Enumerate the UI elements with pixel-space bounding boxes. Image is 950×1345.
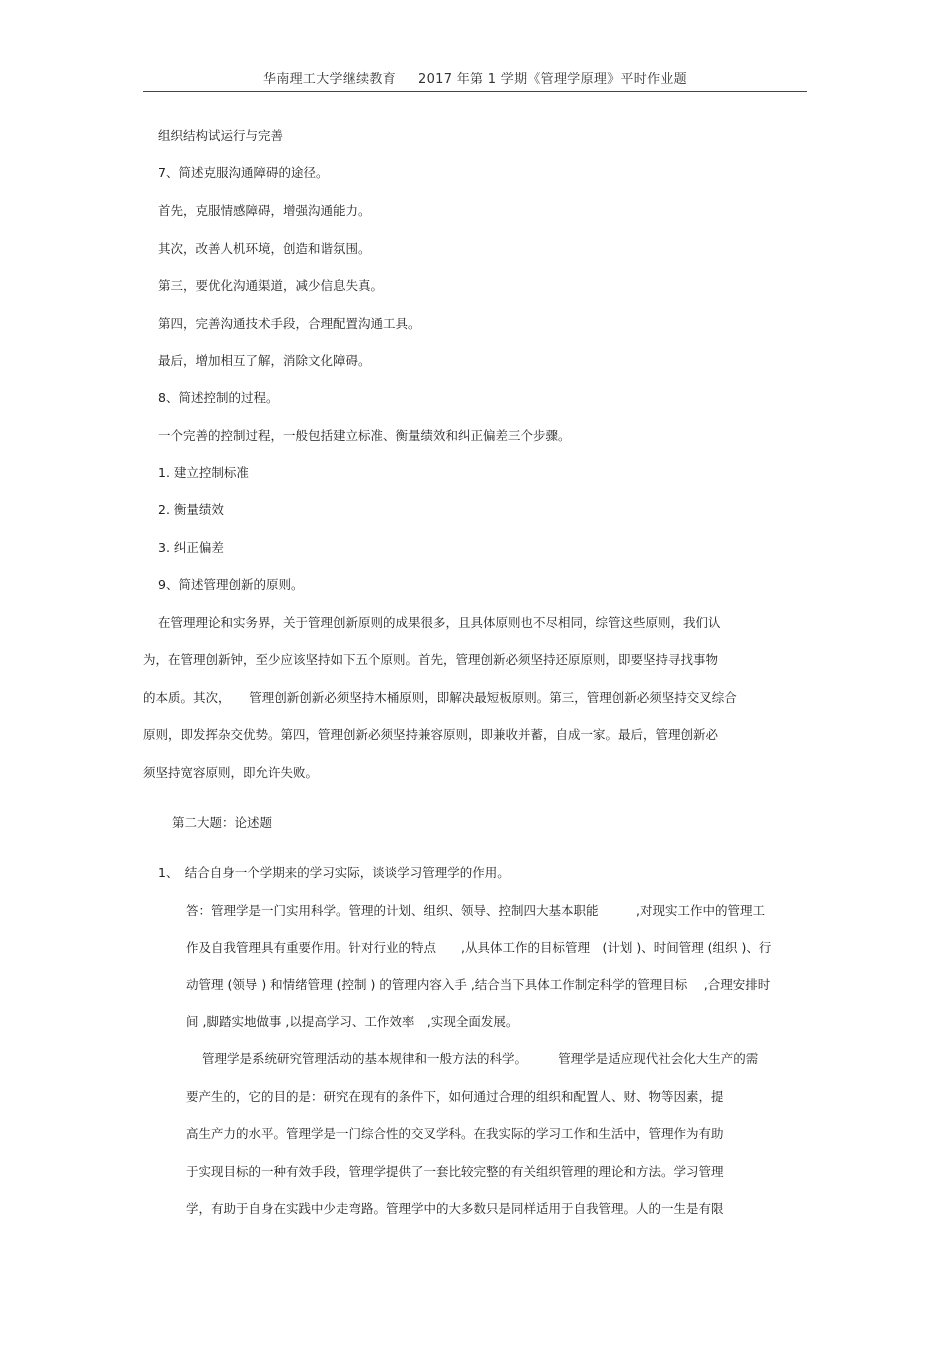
answer-line: 答：管理学是一门实用科学。管理的计划、组织、领导、控制四大基本职能 ,对现实工作中的管理工 <box>186 903 765 918</box>
question-7: 7、简述克服沟通障碍的途径。 <box>158 165 329 180</box>
answer-line: 作及自我管理具有重要作用。针对行业的特点 ,从具体工作的目标管理 (计划 )、时间管理 (组织 )、行 <box>186 940 772 955</box>
answer-line: 于实现目标的一种有效手段，管理学提供了一套比较完整的有关组织管理的理论和方法。学习管理 <box>186 1164 724 1179</box>
header-school: 华南理工大学继续教育 <box>263 72 397 87</box>
question-9: 9、简述管理创新的原则。 <box>158 577 304 592</box>
section-title: 第二大题：论述题 <box>172 815 273 830</box>
essay-question-1: 1、 结合自身一个学期来的学习实际，谈谈学习管理学的作用。 <box>158 865 510 880</box>
body-line: 原则，即发挥杂交优势。第四，管理创新必须坚持兼容原则，即兼收并蓄，自成一家。最后，管理创新必 <box>143 727 719 742</box>
body-line: 第四，完善沟通技术手段，合理配置沟通工具。 <box>158 316 421 331</box>
answer-line: 学，有助于自身在实践中少走弯路。管理学中的大多数只是同样适用于自我管理。人的一生是有限 <box>186 1201 724 1216</box>
list-item: 2. 衡量绩效 <box>158 502 224 517</box>
body-line: 的本质。其次， 管理创新创新必须坚持木桶原则，即解决最短板原则。第三，管理创新必须坚持交叉综合 <box>143 690 737 705</box>
body-line: 须坚持宽容原则，即允许失败。 <box>143 765 319 780</box>
answer-line: 管理学是系统研究管理活动的基本规律和一般方法的科学。 管理学是适应现代社会化大生产的需 <box>202 1051 759 1066</box>
body-line: 在管理理论和实务界，关于管理创新原则的成果很多，且具体原则也不尽相同，综管这些原则，我们认 <box>158 615 721 630</box>
body-line: 其次，改善人机环境，创造和谐氛围。 <box>158 241 371 256</box>
body-line: 首先，克服情感障碍，增强沟通能力。 <box>158 203 371 218</box>
answer-line: 间 ,脚踏实地做事 ,以提高学习、工作效率 ,实现全面发展。 <box>186 1014 519 1029</box>
body-line: 一个完善的控制过程，一般包括建立标准、衡量绩效和纠正偏差三个步骤。 <box>158 428 571 443</box>
answer-line: 高生产力的水平。管理学是一门综合性的交叉学科。在我实际的学习工作和生活中，管理作为有助 <box>186 1126 724 1141</box>
body-line: 最后，增加相互了解，消除文化障碍。 <box>158 353 371 368</box>
list-item: 3. 纠正偏差 <box>158 540 224 555</box>
list-item: 1. 建立控制标准 <box>158 465 249 480</box>
body-line: 为，在管理创新钟，至少应该坚持如下五个原则。首先，管理创新必须坚持还原原则，即要坚持寻找事物 <box>143 652 719 667</box>
answer-line: 动管理 (领导 ) 和情绪管理 (控制 ) 的管理内容入手 ,结合当下具体工作制定科学的管理目标 ,合理安排时 <box>186 977 771 992</box>
body-line: 组织结构试运行与完善 <box>158 128 284 143</box>
answer-line: 要产生的，它的目的是：研究在现有的条件下，如何通过合理的组织和配置人、财、物等因素，提 <box>186 1089 724 1104</box>
header-course: 2017 年第 1 学期《管理学原理》平时作业题 <box>418 72 687 87</box>
page-header <box>0 68 950 87</box>
body-line: 第三，要优化沟通渠道，减少信息失真。 <box>158 278 384 293</box>
header-rule <box>143 91 807 92</box>
question-8: 8、简述控制的过程。 <box>158 390 279 405</box>
